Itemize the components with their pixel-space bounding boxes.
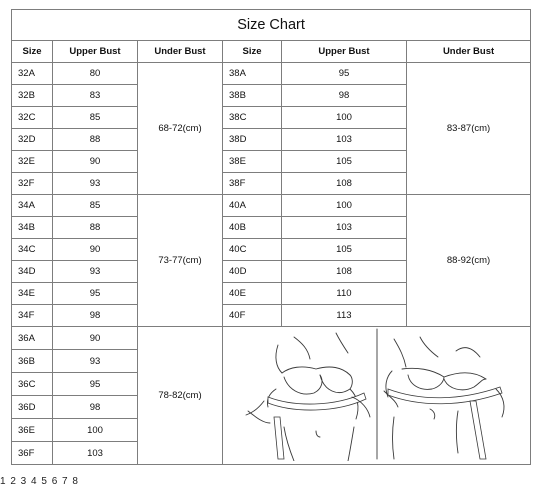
size-cell: 34C (12, 239, 53, 261)
size-cell-2: 38D (223, 129, 282, 151)
upper-bust-cell: 98 (53, 396, 138, 419)
column-header-size-2: Size (223, 41, 282, 63)
size-cell: 36A (12, 327, 53, 350)
upper-bust-cell: 90 (53, 327, 138, 350)
size-cell-2: 40B (223, 217, 282, 239)
upper-bust-cell: 100 (53, 419, 138, 442)
illustration-cell (223, 327, 531, 465)
table-row (12, 327, 531, 350)
size-cell: 32D (12, 129, 53, 151)
table-row (12, 63, 531, 85)
upper-bust-cell: 95 (53, 373, 138, 396)
column-header-under-bust: Under Bust (138, 41, 223, 63)
column-header-size: Size (12, 41, 53, 63)
size-chart-table (11, 9, 531, 465)
upper-bust-cell: 93 (53, 350, 138, 373)
size-cell: 34A (12, 195, 53, 217)
upper-bust-cell: 93 (53, 173, 138, 195)
table-row (12, 195, 531, 217)
size-cell: 36D (12, 396, 53, 419)
upper-bust-cell: 103 (53, 442, 138, 465)
under-bust-cell-2: 88-92(cm) (407, 195, 531, 327)
column-header-under-bust-2: Under Bust (407, 41, 531, 63)
upper-bust-cell: 85 (53, 107, 138, 129)
upper-bust-cell-2: 98 (282, 85, 407, 107)
upper-bust-cell: 90 (53, 239, 138, 261)
upper-bust-cell-2: 105 (282, 239, 407, 261)
size-cell: 32A (12, 63, 53, 85)
bust-measurement-illustration (224, 327, 530, 461)
column-header-upper-bust: Upper Bust (53, 41, 138, 63)
upper-bust-cell-2: 110 (282, 283, 407, 305)
upper-bust-cell-2: 95 (282, 63, 407, 85)
chart-title: Size Chart (12, 10, 531, 41)
size-cell-2: 38A (223, 63, 282, 85)
size-cell: 36E (12, 419, 53, 442)
upper-bust-cell: 85 (53, 195, 138, 217)
size-cell: 36F (12, 442, 53, 465)
size-cell-2: 40F (223, 305, 282, 327)
size-cell: 32E (12, 151, 53, 173)
column-header-upper-bust-2: Upper Bust (282, 41, 407, 63)
left-figure-icon (246, 333, 370, 461)
upper-bust-cell-2: 105 (282, 151, 407, 173)
header-row (12, 41, 531, 63)
under-bust-cell: 78-82(cm) (138, 327, 223, 465)
size-cell-2: 40E (223, 283, 282, 305)
size-cell: 32B (12, 85, 53, 107)
size-cell-2: 38B (223, 85, 282, 107)
size-cell-2: 40A (223, 195, 282, 217)
size-cell-2: 38F (223, 173, 282, 195)
under-bust-cell: 68-72(cm) (138, 63, 223, 195)
under-bust-cell: 73-77(cm) (138, 195, 223, 327)
upper-bust-cell: 95 (53, 283, 138, 305)
size-cell: 36B (12, 350, 53, 373)
upper-bust-cell-2: 108 (282, 261, 407, 283)
size-chart-body (12, 63, 531, 465)
upper-bust-cell: 88 (53, 217, 138, 239)
size-cell: 34B (12, 217, 53, 239)
upper-bust-cell: 90 (53, 151, 138, 173)
upper-bust-cell-2: 103 (282, 129, 407, 151)
size-cell: 32F (12, 173, 53, 195)
upper-bust-cell-2: 113 (282, 305, 407, 327)
size-cell: 34E (12, 283, 53, 305)
size-cell-2: 40C (223, 239, 282, 261)
footer-text: 1 2 3 4 5 6 7 8 (0, 476, 79, 487)
upper-bust-cell: 98 (53, 305, 138, 327)
upper-bust-cell-2: 100 (282, 195, 407, 217)
upper-bust-cell-2: 108 (282, 173, 407, 195)
size-cell-2: 40D (223, 261, 282, 283)
size-cell: 32C (12, 107, 53, 129)
size-cell-2: 38C (223, 107, 282, 129)
upper-bust-cell-2: 103 (282, 217, 407, 239)
size-cell-2: 38E (223, 151, 282, 173)
right-figure-icon (384, 337, 504, 459)
upper-bust-cell: 93 (53, 261, 138, 283)
upper-bust-cell-2: 100 (282, 107, 407, 129)
upper-bust-cell: 83 (53, 85, 138, 107)
upper-bust-cell: 80 (53, 63, 138, 85)
under-bust-cell-2: 83-87(cm) (407, 63, 531, 195)
size-cell: 36C (12, 373, 53, 396)
size-cell: 34D (12, 261, 53, 283)
upper-bust-cell: 88 (53, 129, 138, 151)
size-cell: 34F (12, 305, 53, 327)
